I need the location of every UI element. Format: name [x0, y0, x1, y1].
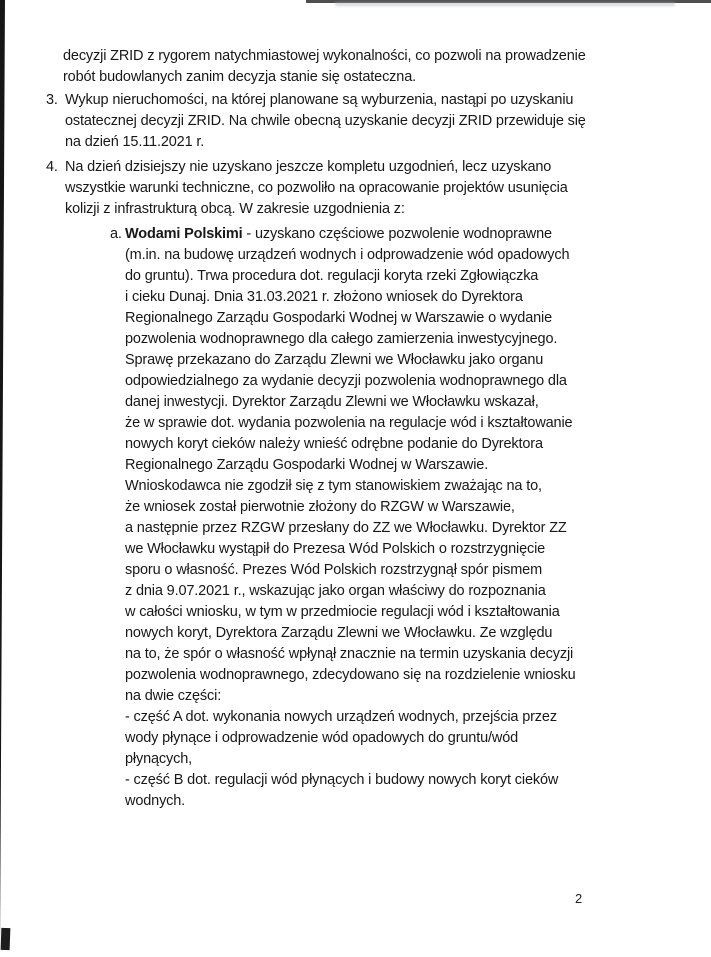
text-line: nowych koryt cieków należy wnieść odrębne podanie do Dyrektora: [125, 436, 543, 452]
text-line: z dnia 9.07.2021 r., wskazując jako organ właściwy do rozpoznania: [125, 583, 546, 599]
text-line: płynących,: [125, 751, 193, 767]
item-text: [65, 157, 568, 220]
text-line: robót budowlanych zanim decyzja stanie się ostateczna.: [63, 69, 416, 85]
text-line: decyzji ZRID z rygorem natychmiastowej wykonalności, co pozwoli na prowadzenie: [63, 48, 586, 64]
text-line: (m.in. na budowę urządzeń wodnych i odprowadzenie wód opadowych: [125, 247, 570, 263]
paragraph-continuation: [63, 46, 586, 88]
text-line: [125, 224, 576, 245]
text-line: pozwolenia wodnoprawnego dla całego zamierzenia inwestycyjnego.: [125, 331, 558, 347]
item-text: [65, 90, 586, 153]
text-line: na to, że spór o własność wpłynął znacznie na termin uzyskania decyzji: [125, 646, 574, 662]
text-line: wszystkie warunki techniczne, co pozwoliło na opracowanie projektów usunięcia: [65, 180, 568, 196]
scan-left-edge-blob-artifact: [1, 928, 11, 950]
text-line: a następnie przez RZGW przesłany do ZZ we Włocławku. Dyrektor ZZ: [125, 520, 567, 536]
text-line: Regionalnego Zarządu Gospodarki Wodnej w Warszawie o wydanie: [125, 310, 553, 326]
text-line: że w sprawie dot. wydania pozwolenia na regulacje wód i kształtowanie: [125, 415, 573, 431]
list-letter: a.: [110, 226, 122, 242]
lead-rest-text: - uzyskano częściowe pozwolenie wodnoprawne: [242, 226, 552, 242]
text-line: i cieku Dunaj. Dnia 31.03.2021 r. złożono wniosek do Dyrektora: [125, 289, 523, 305]
numbered-item-4: [46, 157, 586, 220]
document-body: [46, 46, 586, 812]
list-number: 4.: [46, 159, 58, 175]
text-line: na dzień 15.11.2021 r.: [65, 134, 205, 150]
text-line: we Włocławku wystąpił do Prezesa Wód Polskich o rozstrzygnięcie: [125, 541, 546, 557]
text-line: Sprawę przekazano do Zarządu Zlewni we Włocławku jako organu: [125, 352, 544, 368]
text-line: na dwie części:: [125, 688, 222, 704]
lettered-item-a: [110, 224, 586, 812]
text-line: do gruntu). Trwa procedura dot. regulacji koryta rzeki Zgłowiączka: [125, 268, 539, 284]
list-number: 3.: [46, 92, 58, 108]
text-line: w całości wniosku, w tym w przedmiocie regulacji wód i kształtowania: [125, 604, 560, 620]
item-text: [125, 224, 576, 812]
text-line: - część B dot. regulacji wód płynących i budowy nowych koryt cieków: [125, 772, 559, 788]
text-line: Na dzień dzisiejszy nie uzyskano jeszcze kompletu uzgodnień, lecz uzyskano: [65, 159, 552, 175]
text-line: Regionalnego Zarządu Gospodarki Wodnej w Warszawie.: [125, 457, 489, 473]
numbered-item-3: [46, 90, 586, 153]
text-line: kolizji z infrastrukturą obcą. W zakresie uzgodnienia z:: [65, 201, 405, 217]
scan-left-edge-artifact: [0, 0, 5, 957]
text-line: Wykup nieruchomości, na której planowane są wyburzenia, nastąpi po uzyskaniu: [65, 92, 574, 108]
text-line: wody płynące i odprowadzenie wód opadowych do gruntu/wód: [125, 730, 519, 746]
scan-top-edge-smudge-artifact: [335, 2, 675, 6]
text-line: pozwolenia wodnoprawnego, zdecydowano się na rozdzielenie wniosku: [125, 667, 576, 683]
text-line: że wniosek został pierwotnie złożony do RZGW w Warszawie,: [125, 499, 515, 515]
bold-lead-text: Wodami Polskimi: [125, 226, 243, 242]
text-line: wodnych.: [125, 793, 186, 809]
text-line: nowych koryt, Dyrektora Zarządu Zlewni we Włocławku. Ze względu: [125, 625, 553, 641]
text-line: sporu o własność. Prezes Wód Polskich rozstrzygnął spór pismem: [125, 562, 542, 578]
page-number: 2: [575, 891, 583, 906]
text-line: odpowiedzialnego za wydanie decyzji pozwolenia wodnoprawnego dla: [125, 373, 567, 389]
text-line: danej inwestycji. Dyrektor Zarządu Zlewni we Włocławku wskazał,: [125, 394, 539, 410]
text-line: Wnioskodawca nie zgodził się z tym stanowiskiem zważając na to,: [125, 478, 542, 494]
text-line: ostatecznej decyzji ZRID. Na chwile obecną uzyskanie decyzji ZRID przewiduje się: [65, 113, 586, 129]
text-line: - część A dot. wykonania nowych urządzeń wodnych, przejścia przez: [125, 709, 557, 725]
